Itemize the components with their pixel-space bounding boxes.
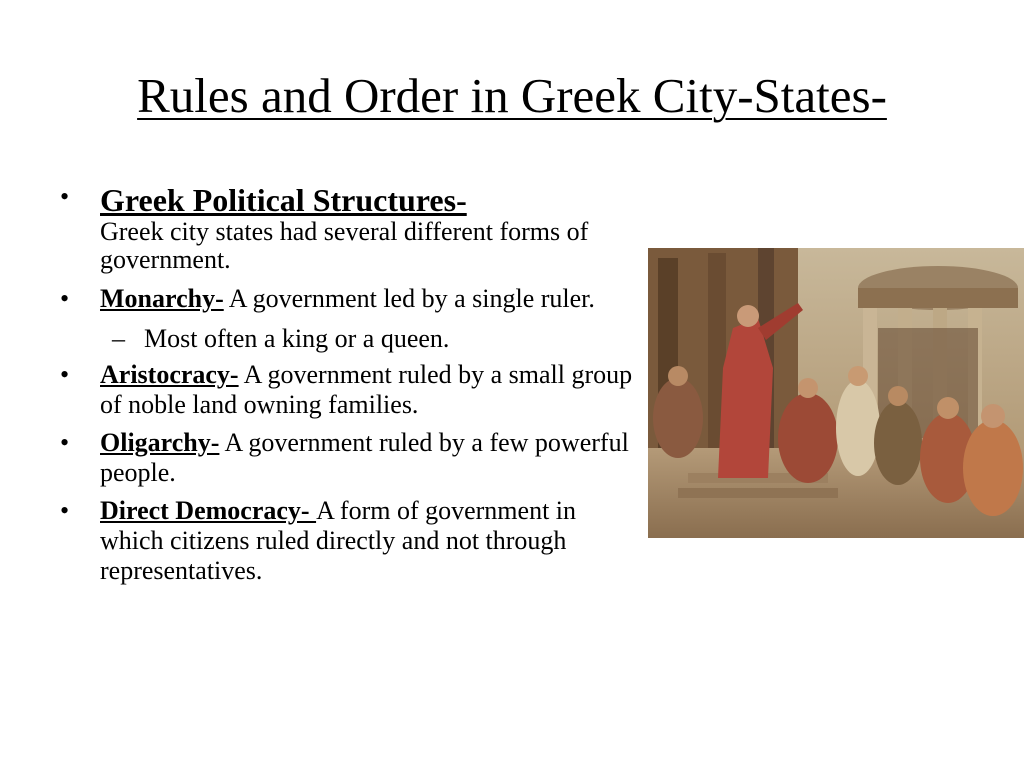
painting-illustration	[648, 248, 1024, 538]
definition-monarchy: A government led by a single ruler.	[223, 284, 595, 313]
bullet-direct-democracy	[56, 496, 636, 586]
bullet-aristocracy	[56, 360, 636, 420]
term-direct-democracy: Direct Democracy-	[100, 496, 317, 525]
definition-oligarchy: A government ruled by a few powerful people.	[100, 428, 629, 487]
bullet-dot: •	[60, 428, 70, 457]
bullet-dot: •	[60, 284, 70, 313]
definition-direct-democracy: A form of government in which citizens ruled directly and not through representatives.	[100, 496, 577, 585]
term-aristocracy: Aristocracy-	[100, 360, 239, 389]
bullet-monarchy	[56, 282, 636, 316]
sub-bullet-monarchy	[56, 324, 636, 354]
bullet-oligarchy	[56, 428, 636, 488]
bullet-list	[56, 182, 636, 594]
slide-title: Rules and Order in Greek City-States-	[137, 68, 887, 123]
painting-image	[648, 248, 1024, 538]
term-oligarchy: Oligarchy-	[100, 428, 220, 457]
bullet-dot: •	[60, 182, 70, 211]
definition-aristocracy: A government ruled by a small group of noble land owning families.	[100, 360, 633, 419]
sub-text-monarchy: Most often a king or a queen.	[144, 324, 450, 353]
bullet-dot: •	[60, 496, 70, 525]
bullet-dot: •	[60, 360, 70, 389]
sub-bullet-dash: –	[112, 324, 125, 353]
term-monarchy: Monarchy-	[100, 284, 224, 313]
term-political-structures: Greek Political Structures-	[100, 182, 467, 218]
definition-political-structures: Greek city states had several different forms of government.	[100, 217, 589, 274]
bullet-political-structures	[56, 182, 636, 274]
